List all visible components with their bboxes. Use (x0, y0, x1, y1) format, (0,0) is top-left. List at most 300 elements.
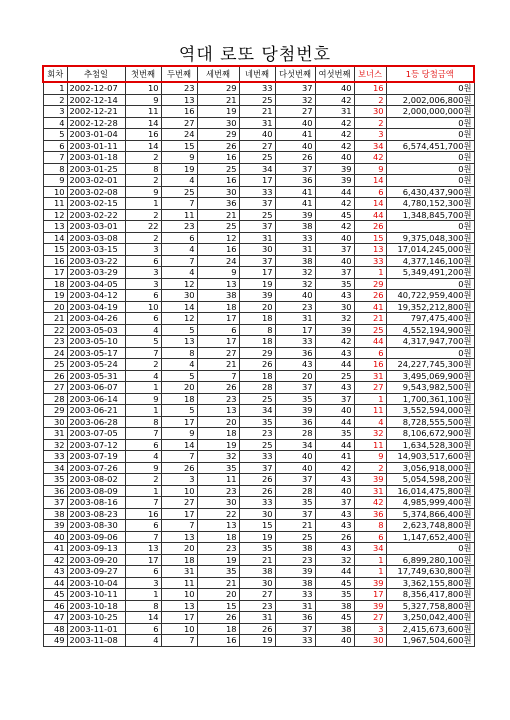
cell-num6[interactable]: 31 (315, 106, 354, 118)
cell-num4[interactable]: 17 (239, 267, 275, 279)
cell-num4[interactable]: 23 (239, 600, 275, 612)
cell-num2[interactable]: 14 (161, 439, 197, 451)
cell-round[interactable]: 10 (43, 186, 67, 198)
cell-num4[interactable]: 25 (239, 209, 275, 221)
cell-num4[interactable]: 33 (239, 82, 275, 94)
cell-num4[interactable]: 25 (239, 94, 275, 106)
cell-num2[interactable]: 17 (161, 612, 197, 624)
cell-first-prize[interactable]: 3,362,155,800원 (386, 577, 474, 589)
cell-num5[interactable]: 32 (275, 94, 315, 106)
cell-round[interactable]: 14 (43, 232, 67, 244)
cell-num3[interactable]: 23 (197, 543, 239, 555)
cell-draw-date[interactable]: 2003-08-30 (67, 520, 125, 532)
cell-draw-date[interactable]: 2003-03-08 (67, 232, 125, 244)
cell-num3[interactable]: 9 (197, 267, 239, 279)
cell-num1[interactable]: 4 (125, 451, 161, 463)
cell-num3[interactable]: 11 (197, 474, 239, 486)
cell-num4[interactable]: 35 (239, 416, 275, 428)
cell-draw-date[interactable]: 2003-08-23 (67, 508, 125, 520)
cell-num3[interactable]: 13 (197, 278, 239, 290)
cell-num4[interactable]: 25 (239, 439, 275, 451)
cell-num6[interactable]: 45 (315, 577, 354, 589)
cell-draw-date[interactable]: 2003-06-14 (67, 393, 125, 405)
cell-num4[interactable]: 30 (239, 508, 275, 520)
cell-first-prize[interactable]: 3,056,918,000원 (386, 462, 474, 474)
cell-num5[interactable]: 40 (275, 117, 315, 129)
cell-first-prize[interactable]: 1,700,361,100원 (386, 393, 474, 405)
cell-num2[interactable]: 24 (161, 129, 197, 141)
cell-num6[interactable]: 44 (315, 566, 354, 578)
cell-first-prize[interactable]: 8,728,555,500원 (386, 416, 474, 428)
cell-first-prize[interactable]: 3,495,069,900원 (386, 370, 474, 382)
cell-draw-date[interactable]: 2003-02-01 (67, 175, 125, 187)
cell-num4[interactable]: 40 (239, 129, 275, 141)
cell-bonus[interactable]: 34 (354, 543, 386, 555)
cell-num1[interactable]: 7 (125, 497, 161, 509)
cell-num4[interactable]: 26 (239, 474, 275, 486)
cell-num5[interactable]: 27 (275, 106, 315, 118)
cell-num5[interactable]: 28 (275, 428, 315, 440)
cell-first-prize[interactable]: 4,985,999,400원 (386, 497, 474, 509)
cell-num3[interactable]: 27 (197, 347, 239, 359)
cell-first-prize[interactable]: 9,543,982,500원 (386, 382, 474, 394)
cell-num5[interactable]: 38 (275, 577, 315, 589)
cell-num3[interactable]: 38 (197, 290, 239, 302)
cell-num1[interactable]: 3 (125, 278, 161, 290)
cell-round[interactable]: 29 (43, 405, 67, 417)
cell-num5[interactable]: 38 (275, 543, 315, 555)
cell-num2[interactable]: 11 (161, 577, 197, 589)
cell-num3[interactable]: 25 (197, 163, 239, 175)
cell-first-prize[interactable]: 0원 (386, 117, 474, 129)
cell-num4[interactable]: 21 (239, 554, 275, 566)
cell-bonus[interactable]: 42 (354, 152, 386, 164)
cell-draw-date[interactable]: 2003-01-25 (67, 163, 125, 175)
cell-bonus[interactable]: 3 (354, 129, 386, 141)
cell-bonus[interactable]: 34 (354, 140, 386, 152)
cell-bonus[interactable]: 1 (354, 267, 386, 279)
cell-num6[interactable]: 37 (315, 244, 354, 256)
cell-num4[interactable]: 37 (239, 221, 275, 233)
cell-num4[interactable]: 23 (239, 428, 275, 440)
cell-draw-date[interactable]: 2003-04-05 (67, 278, 125, 290)
cell-num1[interactable]: 6 (125, 255, 161, 267)
cell-num1[interactable]: 10 (125, 301, 161, 313)
cell-bonus[interactable]: 27 (354, 382, 386, 394)
cell-num4[interactable]: 37 (239, 198, 275, 210)
cell-num6[interactable]: 43 (315, 382, 354, 394)
cell-num4[interactable]: 38 (239, 566, 275, 578)
cell-round[interactable]: 13 (43, 221, 67, 233)
cell-first-prize[interactable]: 0원 (386, 543, 474, 555)
cell-num6[interactable]: 42 (315, 94, 354, 106)
cell-num1[interactable]: 2 (125, 359, 161, 371)
cell-num1[interactable]: 7 (125, 347, 161, 359)
cell-round[interactable]: 24 (43, 347, 67, 359)
cell-num6[interactable]: 37 (315, 497, 354, 509)
cell-bonus[interactable]: 16 (354, 82, 386, 94)
cell-first-prize[interactable]: 9,375,048,300원 (386, 232, 474, 244)
cell-num5[interactable]: 33 (275, 232, 315, 244)
cell-draw-date[interactable]: 2003-04-26 (67, 313, 125, 325)
cell-bonus[interactable]: 1 (354, 393, 386, 405)
cell-draw-date[interactable]: 2003-08-09 (67, 485, 125, 497)
cell-draw-date[interactable]: 2003-10-18 (67, 600, 125, 612)
cell-num1[interactable]: 4 (125, 324, 161, 336)
cell-first-prize[interactable]: 1,348,845,700원 (386, 209, 474, 221)
cell-draw-date[interactable]: 2003-03-01 (67, 221, 125, 233)
cell-num5[interactable]: 40 (275, 140, 315, 152)
cell-num2[interactable]: 27 (161, 117, 197, 129)
cell-num2[interactable]: 23 (161, 221, 197, 233)
cell-round[interactable]: 46 (43, 600, 67, 612)
cell-round[interactable]: 44 (43, 577, 67, 589)
cell-round[interactable]: 45 (43, 589, 67, 601)
cell-num4[interactable]: 33 (239, 451, 275, 463)
cell-bonus[interactable]: 2 (354, 462, 386, 474)
cell-num1[interactable]: 14 (125, 117, 161, 129)
cell-num6[interactable]: 42 (315, 129, 354, 141)
cell-round[interactable]: 22 (43, 324, 67, 336)
cell-num3[interactable]: 20 (197, 589, 239, 601)
cell-num6[interactable]: 35 (315, 428, 354, 440)
cell-num3[interactable]: 35 (197, 462, 239, 474)
cell-num3[interactable]: 7 (197, 370, 239, 382)
cell-bonus[interactable]: 11 (354, 439, 386, 451)
cell-num2[interactable]: 7 (161, 520, 197, 532)
cell-num3[interactable]: 18 (197, 623, 239, 635)
cell-bonus[interactable]: 9 (354, 163, 386, 175)
cell-draw-date[interactable]: 2003-03-15 (67, 244, 125, 256)
cell-num1[interactable]: 22 (125, 221, 161, 233)
cell-first-prize[interactable]: 5,374,866,400원 (386, 508, 474, 520)
cell-num3[interactable]: 21 (197, 359, 239, 371)
cell-num2[interactable]: 18 (161, 554, 197, 566)
cell-num4[interactable]: 19 (239, 531, 275, 543)
cell-num1[interactable]: 6 (125, 623, 161, 635)
cell-num1[interactable]: 7 (125, 428, 161, 440)
cell-first-prize[interactable]: 4,317,947,700원 (386, 336, 474, 348)
cell-num6[interactable]: 43 (315, 347, 354, 359)
cell-num4[interactable]: 25 (239, 393, 275, 405)
cell-num5[interactable]: 40 (275, 290, 315, 302)
cell-round[interactable]: 31 (43, 428, 67, 440)
cell-num6[interactable]: 26 (315, 531, 354, 543)
cell-num3[interactable]: 21 (197, 209, 239, 221)
cell-num4[interactable]: 29 (239, 347, 275, 359)
cell-draw-date[interactable]: 2002-12-28 (67, 117, 125, 129)
cell-draw-date[interactable]: 2003-09-06 (67, 531, 125, 543)
cell-num6[interactable]: 43 (315, 474, 354, 486)
cell-first-prize[interactable]: 2,000,000,000원 (386, 106, 474, 118)
cell-num3[interactable]: 20 (197, 416, 239, 428)
cell-num2[interactable]: 27 (161, 497, 197, 509)
cell-num2[interactable]: 13 (161, 600, 197, 612)
cell-first-prize[interactable]: 797,475,400원 (386, 313, 474, 325)
cell-draw-date[interactable]: 2003-06-21 (67, 405, 125, 417)
cell-num3[interactable]: 6 (197, 324, 239, 336)
cell-draw-date[interactable]: 2003-09-27 (67, 566, 125, 578)
cell-round[interactable]: 43 (43, 566, 67, 578)
cell-num5[interactable]: 36 (275, 612, 315, 624)
cell-first-prize[interactable]: 2,415,673,600원 (386, 623, 474, 635)
cell-num4[interactable]: 35 (239, 543, 275, 555)
cell-num3[interactable]: 30 (197, 186, 239, 198)
cell-num2[interactable]: 4 (161, 244, 197, 256)
cell-draw-date[interactable]: 2003-03-29 (67, 267, 125, 279)
cell-bonus[interactable]: 2 (354, 94, 386, 106)
cell-num6[interactable]: 39 (315, 324, 354, 336)
cell-num6[interactable]: 32 (315, 554, 354, 566)
cell-num6[interactable]: 45 (315, 209, 354, 221)
cell-num1[interactable]: 7 (125, 531, 161, 543)
cell-num6[interactable]: 40 (315, 82, 354, 94)
cell-draw-date[interactable]: 2003-06-28 (67, 416, 125, 428)
cell-round[interactable]: 32 (43, 439, 67, 451)
cell-num6[interactable]: 42 (315, 140, 354, 152)
cell-num3[interactable]: 25 (197, 221, 239, 233)
cell-num5[interactable]: 20 (275, 370, 315, 382)
cell-num2[interactable]: 8 (161, 347, 197, 359)
cell-num4[interactable]: 34 (239, 163, 275, 175)
cell-draw-date[interactable]: 2003-09-20 (67, 554, 125, 566)
cell-num5[interactable]: 38 (275, 221, 315, 233)
cell-num6[interactable]: 30 (315, 301, 354, 313)
cell-num1[interactable]: 9 (125, 462, 161, 474)
cell-num4[interactable]: 33 (239, 186, 275, 198)
cell-first-prize[interactable]: 6,899,280,100원 (386, 554, 474, 566)
cell-num6[interactable]: 40 (315, 635, 354, 647)
cell-bonus[interactable]: 14 (354, 175, 386, 187)
cell-num3[interactable]: 23 (197, 485, 239, 497)
cell-draw-date[interactable]: 2003-06-07 (67, 382, 125, 394)
cell-num1[interactable]: 8 (125, 163, 161, 175)
cell-round[interactable]: 38 (43, 508, 67, 520)
cell-num5[interactable]: 37 (275, 382, 315, 394)
cell-num6[interactable]: 42 (315, 336, 354, 348)
cell-num3[interactable]: 29 (197, 129, 239, 141)
cell-num3[interactable]: 18 (197, 301, 239, 313)
cell-num1[interactable]: 8 (125, 600, 161, 612)
cell-num4[interactable]: 33 (239, 497, 275, 509)
cell-first-prize[interactable]: 4,552,194,900원 (386, 324, 474, 336)
cell-num6[interactable]: 40 (315, 485, 354, 497)
cell-num3[interactable]: 19 (197, 439, 239, 451)
cell-num3[interactable]: 15 (197, 600, 239, 612)
cell-first-prize[interactable]: 24,227,745,300원 (386, 359, 474, 371)
cell-num2[interactable]: 17 (161, 508, 197, 520)
cell-num6[interactable]: 43 (315, 508, 354, 520)
cell-num6[interactable]: 44 (315, 186, 354, 198)
cell-bonus[interactable]: 31 (354, 370, 386, 382)
cell-draw-date[interactable]: 2003-01-18 (67, 152, 125, 164)
cell-num1[interactable]: 2 (125, 474, 161, 486)
cell-num4[interactable]: 31 (239, 612, 275, 624)
cell-first-prize[interactable]: 17,749,630,800원 (386, 566, 474, 578)
cell-num5[interactable]: 37 (275, 474, 315, 486)
cell-num2[interactable]: 3 (161, 474, 197, 486)
cell-bonus[interactable]: 4 (354, 416, 386, 428)
cell-round[interactable]: 16 (43, 255, 67, 267)
cell-first-prize[interactable]: 19,352,212,800원 (386, 301, 474, 313)
cell-num4[interactable]: 19 (239, 635, 275, 647)
cell-round[interactable]: 47 (43, 612, 67, 624)
cell-num1[interactable]: 16 (125, 508, 161, 520)
cell-num6[interactable]: 35 (315, 589, 354, 601)
cell-num1[interactable]: 10 (125, 82, 161, 94)
cell-round[interactable]: 28 (43, 393, 67, 405)
cell-num3[interactable]: 16 (197, 175, 239, 187)
cell-round[interactable]: 12 (43, 209, 67, 221)
cell-bonus[interactable]: 9 (354, 451, 386, 463)
cell-draw-date[interactable]: 2003-01-11 (67, 140, 125, 152)
cell-num2[interactable]: 11 (161, 209, 197, 221)
cell-num2[interactable]: 9 (161, 152, 197, 164)
cell-first-prize[interactable]: 0원 (386, 152, 474, 164)
cell-first-prize[interactable]: 0원 (386, 163, 474, 175)
cell-first-prize[interactable]: 14,903,517,600원 (386, 451, 474, 463)
cell-bonus[interactable]: 30 (354, 106, 386, 118)
cell-round[interactable]: 48 (43, 623, 67, 635)
cell-num2[interactable]: 4 (161, 359, 197, 371)
cell-round[interactable]: 8 (43, 163, 67, 175)
cell-draw-date[interactable]: 2002-12-14 (67, 94, 125, 106)
cell-num5[interactable]: 39 (275, 405, 315, 417)
cell-num4[interactable]: 18 (239, 370, 275, 382)
cell-bonus[interactable]: 6 (354, 347, 386, 359)
cell-num1[interactable]: 17 (125, 554, 161, 566)
cell-num2[interactable]: 23 (161, 82, 197, 94)
cell-num5[interactable]: 28 (275, 485, 315, 497)
cell-num1[interactable]: 14 (125, 612, 161, 624)
cell-num3[interactable]: 17 (197, 336, 239, 348)
cell-round[interactable]: 27 (43, 382, 67, 394)
cell-num6[interactable]: 42 (315, 221, 354, 233)
cell-num2[interactable]: 13 (161, 336, 197, 348)
cell-num4[interactable]: 17 (239, 175, 275, 187)
cell-num3[interactable]: 36 (197, 198, 239, 210)
cell-num3[interactable]: 35 (197, 566, 239, 578)
cell-num2[interactable]: 5 (161, 324, 197, 336)
cell-round[interactable]: 20 (43, 301, 67, 313)
cell-num6[interactable]: 40 (315, 152, 354, 164)
cell-num1[interactable]: 6 (125, 313, 161, 325)
cell-num4[interactable]: 20 (239, 301, 275, 313)
cell-bonus[interactable]: 14 (354, 198, 386, 210)
cell-bonus[interactable]: 30 (354, 635, 386, 647)
cell-first-prize[interactable]: 2,623,748,800원 (386, 520, 474, 532)
cell-num1[interactable]: 2 (125, 152, 161, 164)
cell-num6[interactable]: 38 (315, 600, 354, 612)
cell-first-prize[interactable]: 5,327,758,800원 (386, 600, 474, 612)
cell-num1[interactable]: 1 (125, 405, 161, 417)
cell-round[interactable]: 7 (43, 152, 67, 164)
cell-round[interactable]: 19 (43, 290, 67, 302)
cell-num1[interactable]: 3 (125, 577, 161, 589)
cell-num6[interactable]: 32 (315, 313, 354, 325)
cell-num4[interactable]: 30 (239, 577, 275, 589)
cell-draw-date[interactable]: 2003-01-04 (67, 129, 125, 141)
cell-bonus[interactable]: 29 (354, 278, 386, 290)
cell-num6[interactable]: 40 (315, 405, 354, 417)
cell-draw-date[interactable]: 2003-10-25 (67, 612, 125, 624)
cell-num2[interactable]: 15 (161, 140, 197, 152)
cell-draw-date[interactable]: 2003-03-22 (67, 255, 125, 267)
cell-num2[interactable]: 5 (161, 370, 197, 382)
cell-draw-date[interactable]: 2003-04-12 (67, 290, 125, 302)
cell-round[interactable]: 49 (43, 635, 67, 647)
cell-bonus[interactable]: 8 (354, 520, 386, 532)
cell-num6[interactable]: 44 (315, 359, 354, 371)
cell-first-prize[interactable]: 17,014,245,000원 (386, 244, 474, 256)
cell-num1[interactable]: 9 (125, 186, 161, 198)
cell-num2[interactable]: 12 (161, 313, 197, 325)
cell-num5[interactable]: 43 (275, 359, 315, 371)
cell-num3[interactable]: 30 (197, 497, 239, 509)
cell-num1[interactable]: 6 (125, 439, 161, 451)
cell-num2[interactable]: 13 (161, 94, 197, 106)
cell-bonus[interactable]: 3 (354, 623, 386, 635)
cell-first-prize[interactable]: 4,377,146,100원 (386, 255, 474, 267)
cell-draw-date[interactable]: 2003-09-13 (67, 543, 125, 555)
cell-num3[interactable]: 26 (197, 612, 239, 624)
cell-draw-date[interactable]: 2003-05-17 (67, 347, 125, 359)
cell-num6[interactable]: 25 (315, 370, 354, 382)
cell-num3[interactable]: 13 (197, 405, 239, 417)
cell-first-prize[interactable]: 3,552,594,000원 (386, 405, 474, 417)
cell-num2[interactable]: 26 (161, 462, 197, 474)
cell-num4[interactable]: 27 (239, 589, 275, 601)
cell-bonus[interactable]: 42 (354, 497, 386, 509)
cell-num1[interactable]: 9 (125, 393, 161, 405)
cell-round[interactable]: 34 (43, 462, 67, 474)
cell-num6[interactable]: 43 (315, 520, 354, 532)
cell-num2[interactable]: 9 (161, 428, 197, 440)
cell-bonus[interactable]: 44 (354, 336, 386, 348)
cell-bonus[interactable]: 27 (354, 612, 386, 624)
cell-num1[interactable]: 4 (125, 635, 161, 647)
cell-num5[interactable]: 35 (275, 497, 315, 509)
cell-num1[interactable]: 1 (125, 589, 161, 601)
cell-num5[interactable]: 36 (275, 175, 315, 187)
cell-round[interactable]: 40 (43, 531, 67, 543)
cell-num5[interactable]: 38 (275, 255, 315, 267)
cell-num3[interactable]: 16 (197, 244, 239, 256)
cell-draw-date[interactable]: 2003-07-26 (67, 462, 125, 474)
cell-first-prize[interactable]: 3,250,042,400원 (386, 612, 474, 624)
cell-bonus[interactable]: 26 (354, 290, 386, 302)
cell-num5[interactable]: 32 (275, 278, 315, 290)
cell-num3[interactable]: 18 (197, 428, 239, 440)
cell-num6[interactable]: 37 (315, 393, 354, 405)
cell-num4[interactable]: 31 (239, 232, 275, 244)
cell-num2[interactable]: 14 (161, 301, 197, 313)
cell-num5[interactable]: 41 (275, 129, 315, 141)
cell-num3[interactable]: 22 (197, 508, 239, 520)
cell-num5[interactable]: 32 (275, 267, 315, 279)
cell-bonus[interactable]: 44 (354, 209, 386, 221)
cell-bonus[interactable]: 17 (354, 589, 386, 601)
cell-num6[interactable]: 42 (315, 198, 354, 210)
cell-num5[interactable]: 35 (275, 393, 315, 405)
cell-first-prize[interactable]: 1,967,504,600원 (386, 635, 474, 647)
cell-num5[interactable]: 25 (275, 531, 315, 543)
cell-bonus[interactable]: 32 (354, 428, 386, 440)
cell-first-prize[interactable]: 0원 (386, 175, 474, 187)
cell-num2[interactable]: 7 (161, 255, 197, 267)
cell-num4[interactable]: 27 (239, 140, 275, 152)
cell-bonus[interactable]: 6 (354, 531, 386, 543)
